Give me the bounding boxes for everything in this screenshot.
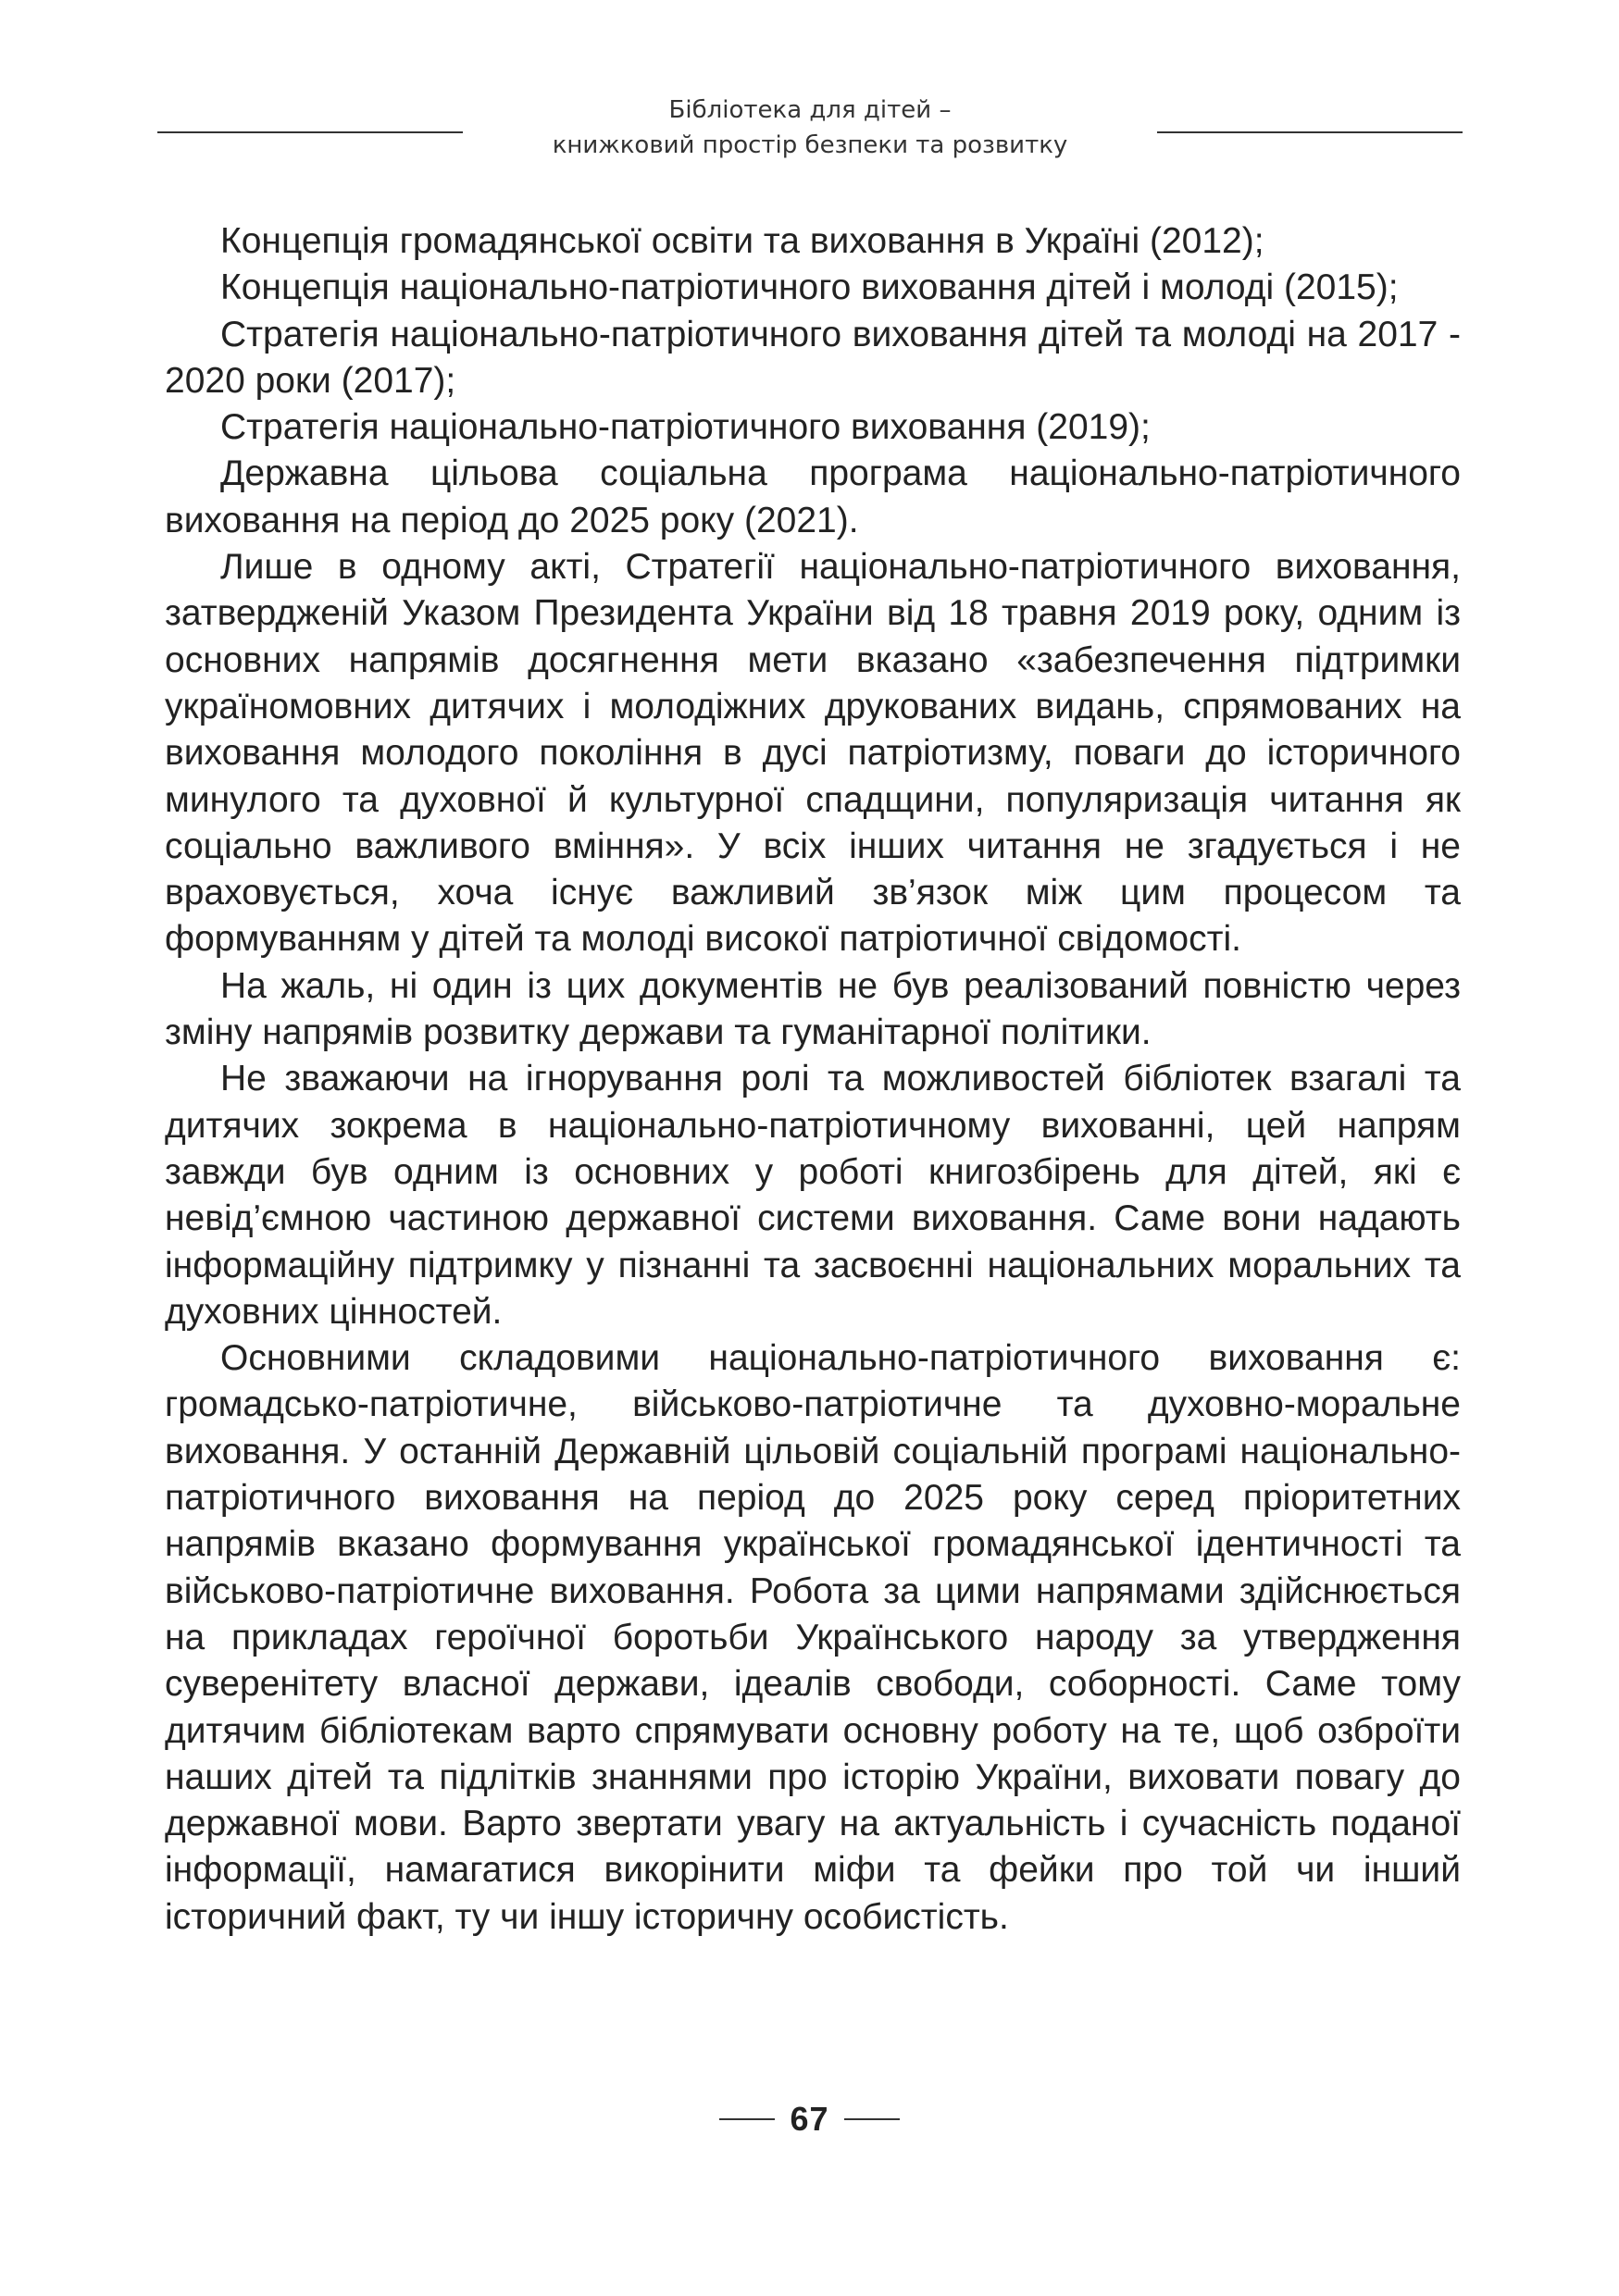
footer-rule-right — [844, 2118, 900, 2120]
paragraph-9: Основними складовими національно-патріотичного виховання є: громадсько-патріотичне, військово-патріотичне та духовно-моральне виховання. У останній Державній цільовій соціальній програмі національно-патріотичного виховання на період до 2025 року серед пріоритетних напрямів вказано формування української громадянської ідентичності та військово-патріотичне виховання. Робота за цими напрямами здійснюється на прикладах героїчної боротьби Українського народу за утвердження суверенітету власної держави, ідеалів свободи, соборності. Саме тому дитячим бібліотекам варто спрямувати основну роботу на те, щоб озброїти наших дітей та підлітків знаннями про історію України, виховати повагу до державної мови. Варто звертати увагу на актуальність і сучасність поданої інформації, намагатися викорінити міфи та фейки про той чи інший історичний факт, ту чи іншу історичну особистість. — [165, 1338, 1461, 1937]
footer-rule-left — [719, 2118, 775, 2120]
paragraph-4: Стратегія національно-патріотичного виховання (2019); — [220, 407, 1151, 448]
running-head-line-1: Бібліотека для дітей – — [668, 96, 952, 124]
paragraph-6: Лише в одному акті, Стратегії національно-патріотичного виховання, затвердженій Указом Президента України від 18 травня 2019 року, одним із основних напрямів досягнення мети вказано «забезпечення підтримки україномовних дитячих і молодіжних друкованих видань, спрямованих на виховання молодого покоління в дусі патріотизму, поваги до історичного минулого та духовної й культурної спадщини, популяризація читання як соціально важливого вміння». У всіх інших читання не згадується і не враховується, хоча існує важливий зв’язок між цим процесом та формуванням у дітей та молоді високої патріотичної свідомості. — [165, 547, 1461, 960]
running-head — [157, 93, 1463, 176]
body-text — [165, 218, 1461, 1941]
paragraph-3: Стратегія національно-патріотичного виховання дітей та молоді на 2017 - 2020 роки (2017); — [165, 314, 1461, 401]
paragraph-8: Не зважаючи на ігнорування ролі та можливостей бібліотек взагалі та дитячих зокрема в національно-патріотичному вихованні, цей напрям завжди був одним із основних у роботі книгозбірень для дітей, які є невід’ємною частиною державної системи виховання. Саме вони надають інформаційну підтримку у пізнанні та засвоєнні національних моральних та духовних цінностей. — [165, 1059, 1461, 1332]
page-footer — [0, 2091, 1619, 2147]
running-head-title — [157, 93, 1463, 163]
paragraph-1: Концепція громадянської освіти та виховання в Україні (2012); — [220, 221, 1264, 261]
page-number: 67 — [790, 2100, 829, 2138]
paragraph-7: На жаль, ні один із цих документів не був реалізований повністю через зміну напрямів розвитку держави та гуманітарної політики. — [165, 965, 1461, 1053]
paragraph-5: Державна цільова соціальна програма національно-патріотичного виховання на період до 2025 року (2021). — [165, 453, 1461, 540]
paragraph-2: Концепція національно-патріотичного виховання дітей і молоді (2015); — [220, 267, 1399, 308]
running-head-line-2: книжковий простір безпеки та розвитку — [552, 131, 1068, 159]
header-rule-right — [1157, 131, 1463, 133]
